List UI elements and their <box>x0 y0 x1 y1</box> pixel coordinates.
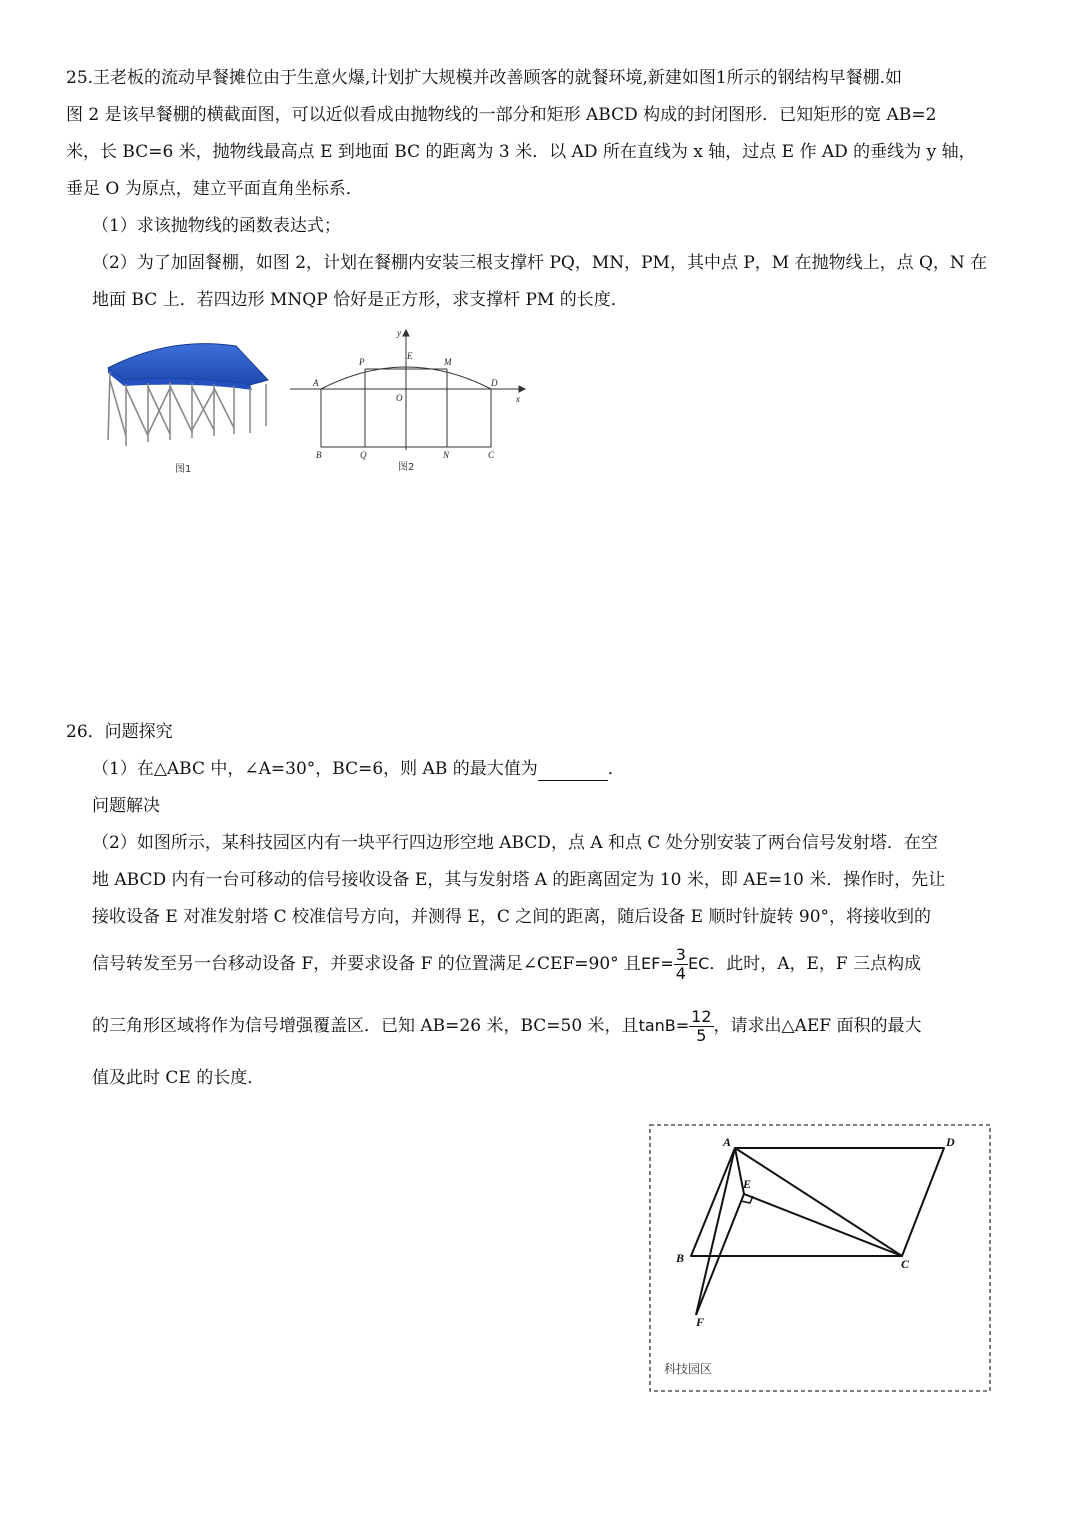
answer-blank[interactable] <box>538 762 608 781</box>
tan-lhs: tanB= <box>638 1016 690 1035</box>
q26-part1-text: （1）在△ABC 中，∠A=30°，BC=6，则 AB 的最大值为 <box>92 759 538 779</box>
cross-section-diagram <box>285 322 535 462</box>
label-d: D <box>946 1135 955 1149</box>
tan-denominator: 5 <box>696 1026 707 1045</box>
q26-p2-line-2: 地 ABCD 内有一台可移动的信号接收设备 E，其与发射塔 A 的距离固定为 10 米，即 AE=10 米．操作时，先让 <box>92 870 946 890</box>
segment-ac <box>735 1148 902 1256</box>
tan-fraction <box>689 1008 713 1045</box>
label-c: C <box>488 450 495 460</box>
q25-line-2: 图 2 是该早餐棚的横截面图，可以近似看成由抛物线的一部分和矩形 ABCD 构成的封闭图形．已知矩形的宽 AB=2 <box>66 105 937 125</box>
label-a: A <box>723 1135 732 1149</box>
fig1-caption: 图1 <box>175 464 192 475</box>
q26-title: 26．问题探究 <box>66 722 173 742</box>
tan-numerator: 12 <box>691 1007 712 1026</box>
q26-part1-end: ． <box>607 759 625 779</box>
q26-p2-line-6: 值及此时 CE 的长度． <box>92 1068 265 1088</box>
tech-park-caption: 科技园区 <box>664 1362 713 1376</box>
label-b: B <box>676 1251 685 1265</box>
q26-p2-line-4-text: 信号转发至另一台移动设备 F，并要求设备 F 的位置满足∠CEF=90° 且 <box>92 954 642 974</box>
park-border <box>650 1125 990 1391</box>
label-y: y <box>397 328 401 338</box>
label-n: N <box>443 450 450 460</box>
q26-p2-line-4-end: ．此时，A，E，F 三点构成 <box>709 954 922 974</box>
label-q: Q <box>360 450 367 460</box>
q26-p2-line-5-end: ，请求出△AEF 面积的最大 <box>713 1016 922 1036</box>
label-p: P <box>359 357 365 367</box>
q25-line-5: （1）求该抛物线的函数表达式； <box>92 216 341 236</box>
q25-line-6: （2）为了加固餐棚，如图 2，计划在餐棚内安装三根支撑杆 PQ，MN，PM，其中点 P，M 在抛物线上，点 Q，N 在 <box>92 253 988 273</box>
y-axis-arrow <box>403 330 409 336</box>
q25-line-4: 垂足 O 为原点，建立平面直角坐标系． <box>66 179 363 199</box>
label-c: C <box>901 1257 910 1271</box>
segment-ec <box>744 1194 902 1256</box>
tech-park-diagram <box>646 1120 994 1396</box>
q25-line-3: 米，长 BC=6 米，抛物线最高点 E 到地面 BC 的距离为 3 米．以 AD 所在直线为 x 轴，过点 E 作 AD 的垂线为 y 轴， <box>66 142 976 162</box>
q25-line-1: 25.王老板的流动早餐摊位由于生意火爆,计划扩大规模并改善顾客的就餐环境,新建如图1所示的钢结构早餐棚.如 <box>66 68 903 88</box>
ef-denominator: 4 <box>675 964 686 983</box>
q26-part1 <box>92 757 625 781</box>
q26-p2-line-1: （2）如图所示，某科技园区内有一块平行四边形空地 ABCD，点 A 和点 C 处分别安装了两台信号发射塔．在空 <box>92 833 938 853</box>
x-axis-arrow <box>519 386 525 392</box>
label-e: E <box>407 351 413 361</box>
ef-lhs: EF= <box>641 954 674 973</box>
label-f: F <box>696 1315 705 1329</box>
label-b: B <box>316 450 322 460</box>
ef-rhs: EC <box>687 954 710 973</box>
label-a: A <box>313 378 319 388</box>
canopy-photo <box>100 340 275 455</box>
ef-fraction <box>674 946 688 983</box>
q26-subtitle: 问题解决 <box>92 796 160 816</box>
label-e: E <box>743 1177 752 1191</box>
q25-line-7: 地面 BC 上．若四边形 MNQP 恰好是正方形，求支撑杆 PM 的长度． <box>92 290 628 310</box>
q26-p2-line-5 <box>92 1006 922 1046</box>
label-d: D <box>491 378 498 388</box>
ef-numerator: 3 <box>675 945 686 964</box>
label-m: M <box>444 357 452 367</box>
fig2-caption: 图2 <box>398 462 415 473</box>
q26-p2-line-5-text: 的三角形区域将作为信号增强覆盖区．已知 AB=26 米，BC=50 米，且 <box>92 1016 639 1036</box>
label-o: O <box>396 393 403 403</box>
label-x: x <box>516 394 520 404</box>
q26-p2-line-4 <box>92 944 921 984</box>
q26-p2-line-3: 接收设备 E 对准发射塔 C 校准信号方向，并测得 E，C 之间的距离，随后设备 E 顺时针旋转 90°，将接收到的 <box>92 907 932 927</box>
